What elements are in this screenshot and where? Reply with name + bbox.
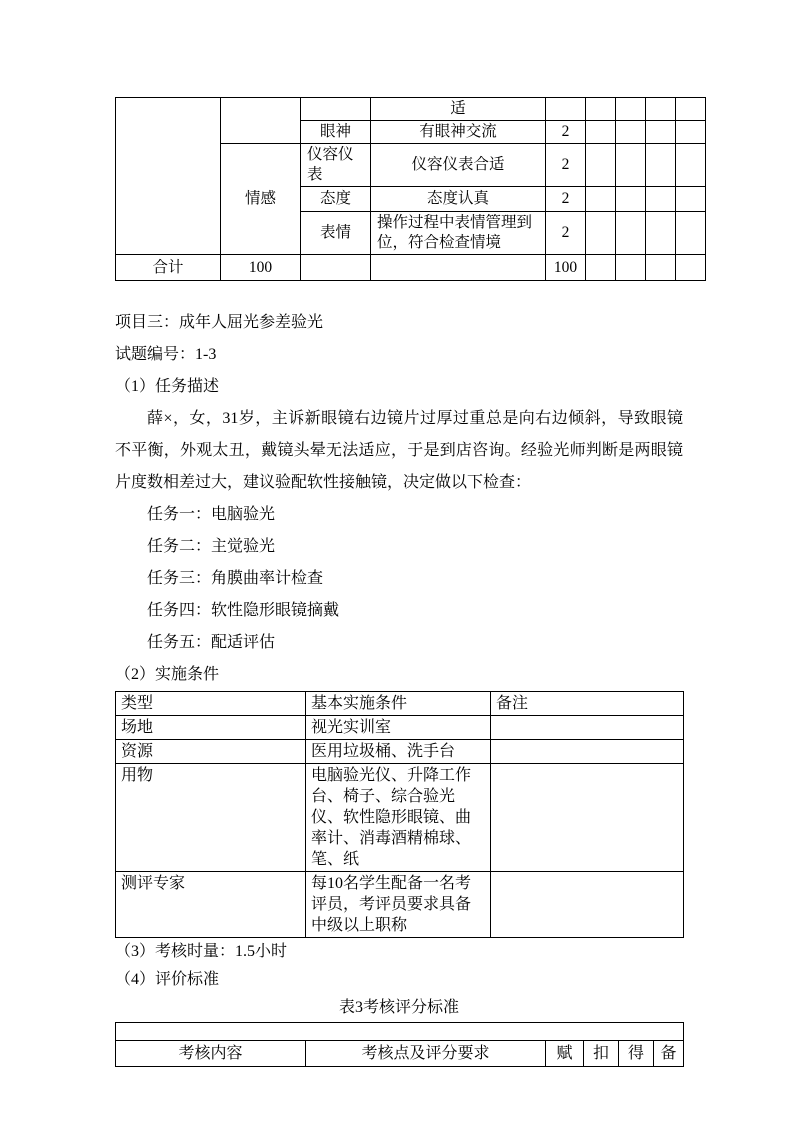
empty-cell bbox=[616, 144, 646, 187]
empty-cell bbox=[676, 187, 706, 212]
conditions-header-row bbox=[116, 692, 684, 716]
desc-cell: 有眼神交流 bbox=[371, 121, 546, 144]
desc-cell: 态度认真 bbox=[371, 187, 546, 212]
condition-cell: 医用垃圾桶、洗手台 bbox=[306, 740, 491, 764]
note-cell bbox=[491, 764, 684, 872]
empty-cell bbox=[676, 121, 706, 144]
header-note-cell: 备注 bbox=[491, 692, 684, 716]
conditions-row-resources bbox=[116, 740, 684, 764]
empty-cell bbox=[616, 98, 646, 121]
empty-cell bbox=[646, 144, 676, 187]
empty-cell bbox=[676, 255, 706, 281]
header-obtained-cell: 得 bbox=[619, 1041, 654, 1067]
note-cell bbox=[491, 872, 684, 938]
header-type-cell: 类型 bbox=[116, 692, 306, 716]
item-cell: 仪容仪表 bbox=[301, 144, 371, 187]
task-description-heading: （1）任务描述 bbox=[115, 378, 220, 395]
group-empty-cell bbox=[221, 98, 301, 144]
condition-cell: 视光实训室 bbox=[306, 716, 491, 740]
desc-cell: 适 bbox=[371, 98, 546, 121]
empty-cell bbox=[586, 144, 616, 187]
conditions-table bbox=[115, 691, 684, 938]
emotion-score-table bbox=[115, 97, 706, 281]
header-remark-cell: 备 bbox=[654, 1041, 684, 1067]
empty-cell bbox=[616, 121, 646, 144]
task-description-paragraph: 薛×，女，31岁，主诉新眼镜右边镜片过厚过重总是向右边倾斜，导致眼镜不平衡，外观太丑，戴镜头晕无法适应，于是到店咨询。经验光师判断是两眼镜片度数相差过大，建议验配软性接触镜，决定做以下检查： bbox=[115, 410, 683, 491]
task-item-1: 任务一：电脑验光 bbox=[147, 506, 276, 523]
empty-cell bbox=[676, 144, 706, 187]
task-item-4: 任务四：软性隐形眼镜摘戴 bbox=[147, 602, 340, 619]
total-label-cell: 合计 bbox=[116, 255, 221, 281]
header-content-cell: 考核内容 bbox=[116, 1041, 306, 1067]
evaluation-heading: （4）评价标准 bbox=[115, 971, 220, 988]
empty-cell bbox=[586, 212, 616, 255]
empty-cell bbox=[371, 255, 546, 281]
emotion-row-1 bbox=[116, 98, 706, 121]
empty-cell bbox=[301, 98, 371, 121]
empty-cell bbox=[116, 1023, 684, 1041]
conditions-row-supplies bbox=[116, 764, 684, 872]
empty-cell bbox=[676, 212, 706, 255]
empty-cell bbox=[646, 212, 676, 255]
note-cell bbox=[491, 716, 684, 740]
type-cell: 用物 bbox=[116, 764, 306, 872]
score-cell: 2 bbox=[546, 121, 586, 144]
group-label-cell: 情感 bbox=[221, 144, 301, 255]
empty-cell bbox=[301, 255, 371, 281]
empty-cell bbox=[646, 255, 676, 281]
score-cell: 2 bbox=[546, 144, 586, 187]
score-cell: 2 bbox=[546, 212, 586, 255]
note-cell bbox=[491, 740, 684, 764]
empty-cell bbox=[586, 255, 616, 281]
conditions-heading: （2）实施条件 bbox=[115, 666, 220, 683]
task-list bbox=[115, 499, 705, 659]
project-title: 项目三：成年人屈光参差验光 bbox=[115, 314, 324, 331]
type-cell: 资源 bbox=[116, 740, 306, 764]
desc-cell: 操作过程中表情管理到位，符合检查情境 bbox=[371, 212, 546, 255]
score-cell bbox=[546, 98, 586, 121]
item-cell: 表情 bbox=[301, 212, 371, 255]
type-cell: 测评专家 bbox=[116, 872, 306, 938]
item-cell: 态度 bbox=[301, 187, 371, 212]
desc-cell: 仪容仪表合适 bbox=[371, 144, 546, 187]
empty-cell bbox=[586, 98, 616, 121]
condition-cell: 电脑验光仪、升降工作台、椅子、综合验光仪、软性隐形眼镜、曲率计、消毒酒精棉球、笔、纸 bbox=[306, 764, 491, 872]
total-score-cell: 100 bbox=[546, 255, 586, 281]
item-cell: 眼神 bbox=[301, 121, 371, 144]
empty-cell bbox=[616, 187, 646, 212]
conditions-row-assessors bbox=[116, 872, 684, 938]
header-deducted-cell: 扣 bbox=[584, 1041, 619, 1067]
empty-cell bbox=[646, 121, 676, 144]
scoring-standard-table bbox=[115, 1022, 684, 1067]
table3-caption: 表3考核评分标准 bbox=[338, 999, 459, 1016]
scoring-empty-row bbox=[116, 1023, 684, 1041]
empty-cell bbox=[616, 212, 646, 255]
conditions-row-site bbox=[116, 716, 684, 740]
empty-cell bbox=[676, 98, 706, 121]
header-points-requirements-cell: 考核点及评分要求 bbox=[306, 1041, 546, 1067]
empty-cell bbox=[646, 98, 676, 121]
task-item-3: 任务三：角膜曲率计检查 bbox=[147, 570, 324, 587]
scoring-header-row bbox=[116, 1041, 684, 1067]
emotion-row-total bbox=[116, 255, 706, 281]
empty-cell bbox=[616, 255, 646, 281]
category-empty-cell bbox=[116, 98, 221, 255]
task-item-5: 任务五：配适评估 bbox=[147, 634, 276, 651]
task-item-2: 任务二：主觉验光 bbox=[147, 538, 276, 555]
empty-cell bbox=[586, 121, 616, 144]
total-points-cell: 100 bbox=[221, 255, 301, 281]
empty-cell bbox=[646, 187, 676, 212]
header-condition-cell: 基本实施条件 bbox=[306, 692, 491, 716]
type-cell: 场地 bbox=[116, 716, 306, 740]
empty-cell bbox=[586, 187, 616, 212]
question-number: 试题编号：1-3 bbox=[115, 346, 217, 363]
condition-cell: 每10名学生配备一名考评员，考评员要求具备中级以上职称 bbox=[306, 872, 491, 938]
header-assigned-cell: 赋 bbox=[546, 1041, 584, 1067]
assessment-duration: （3）考核时量：1.5小时 bbox=[115, 943, 288, 960]
score-cell: 2 bbox=[546, 187, 586, 212]
